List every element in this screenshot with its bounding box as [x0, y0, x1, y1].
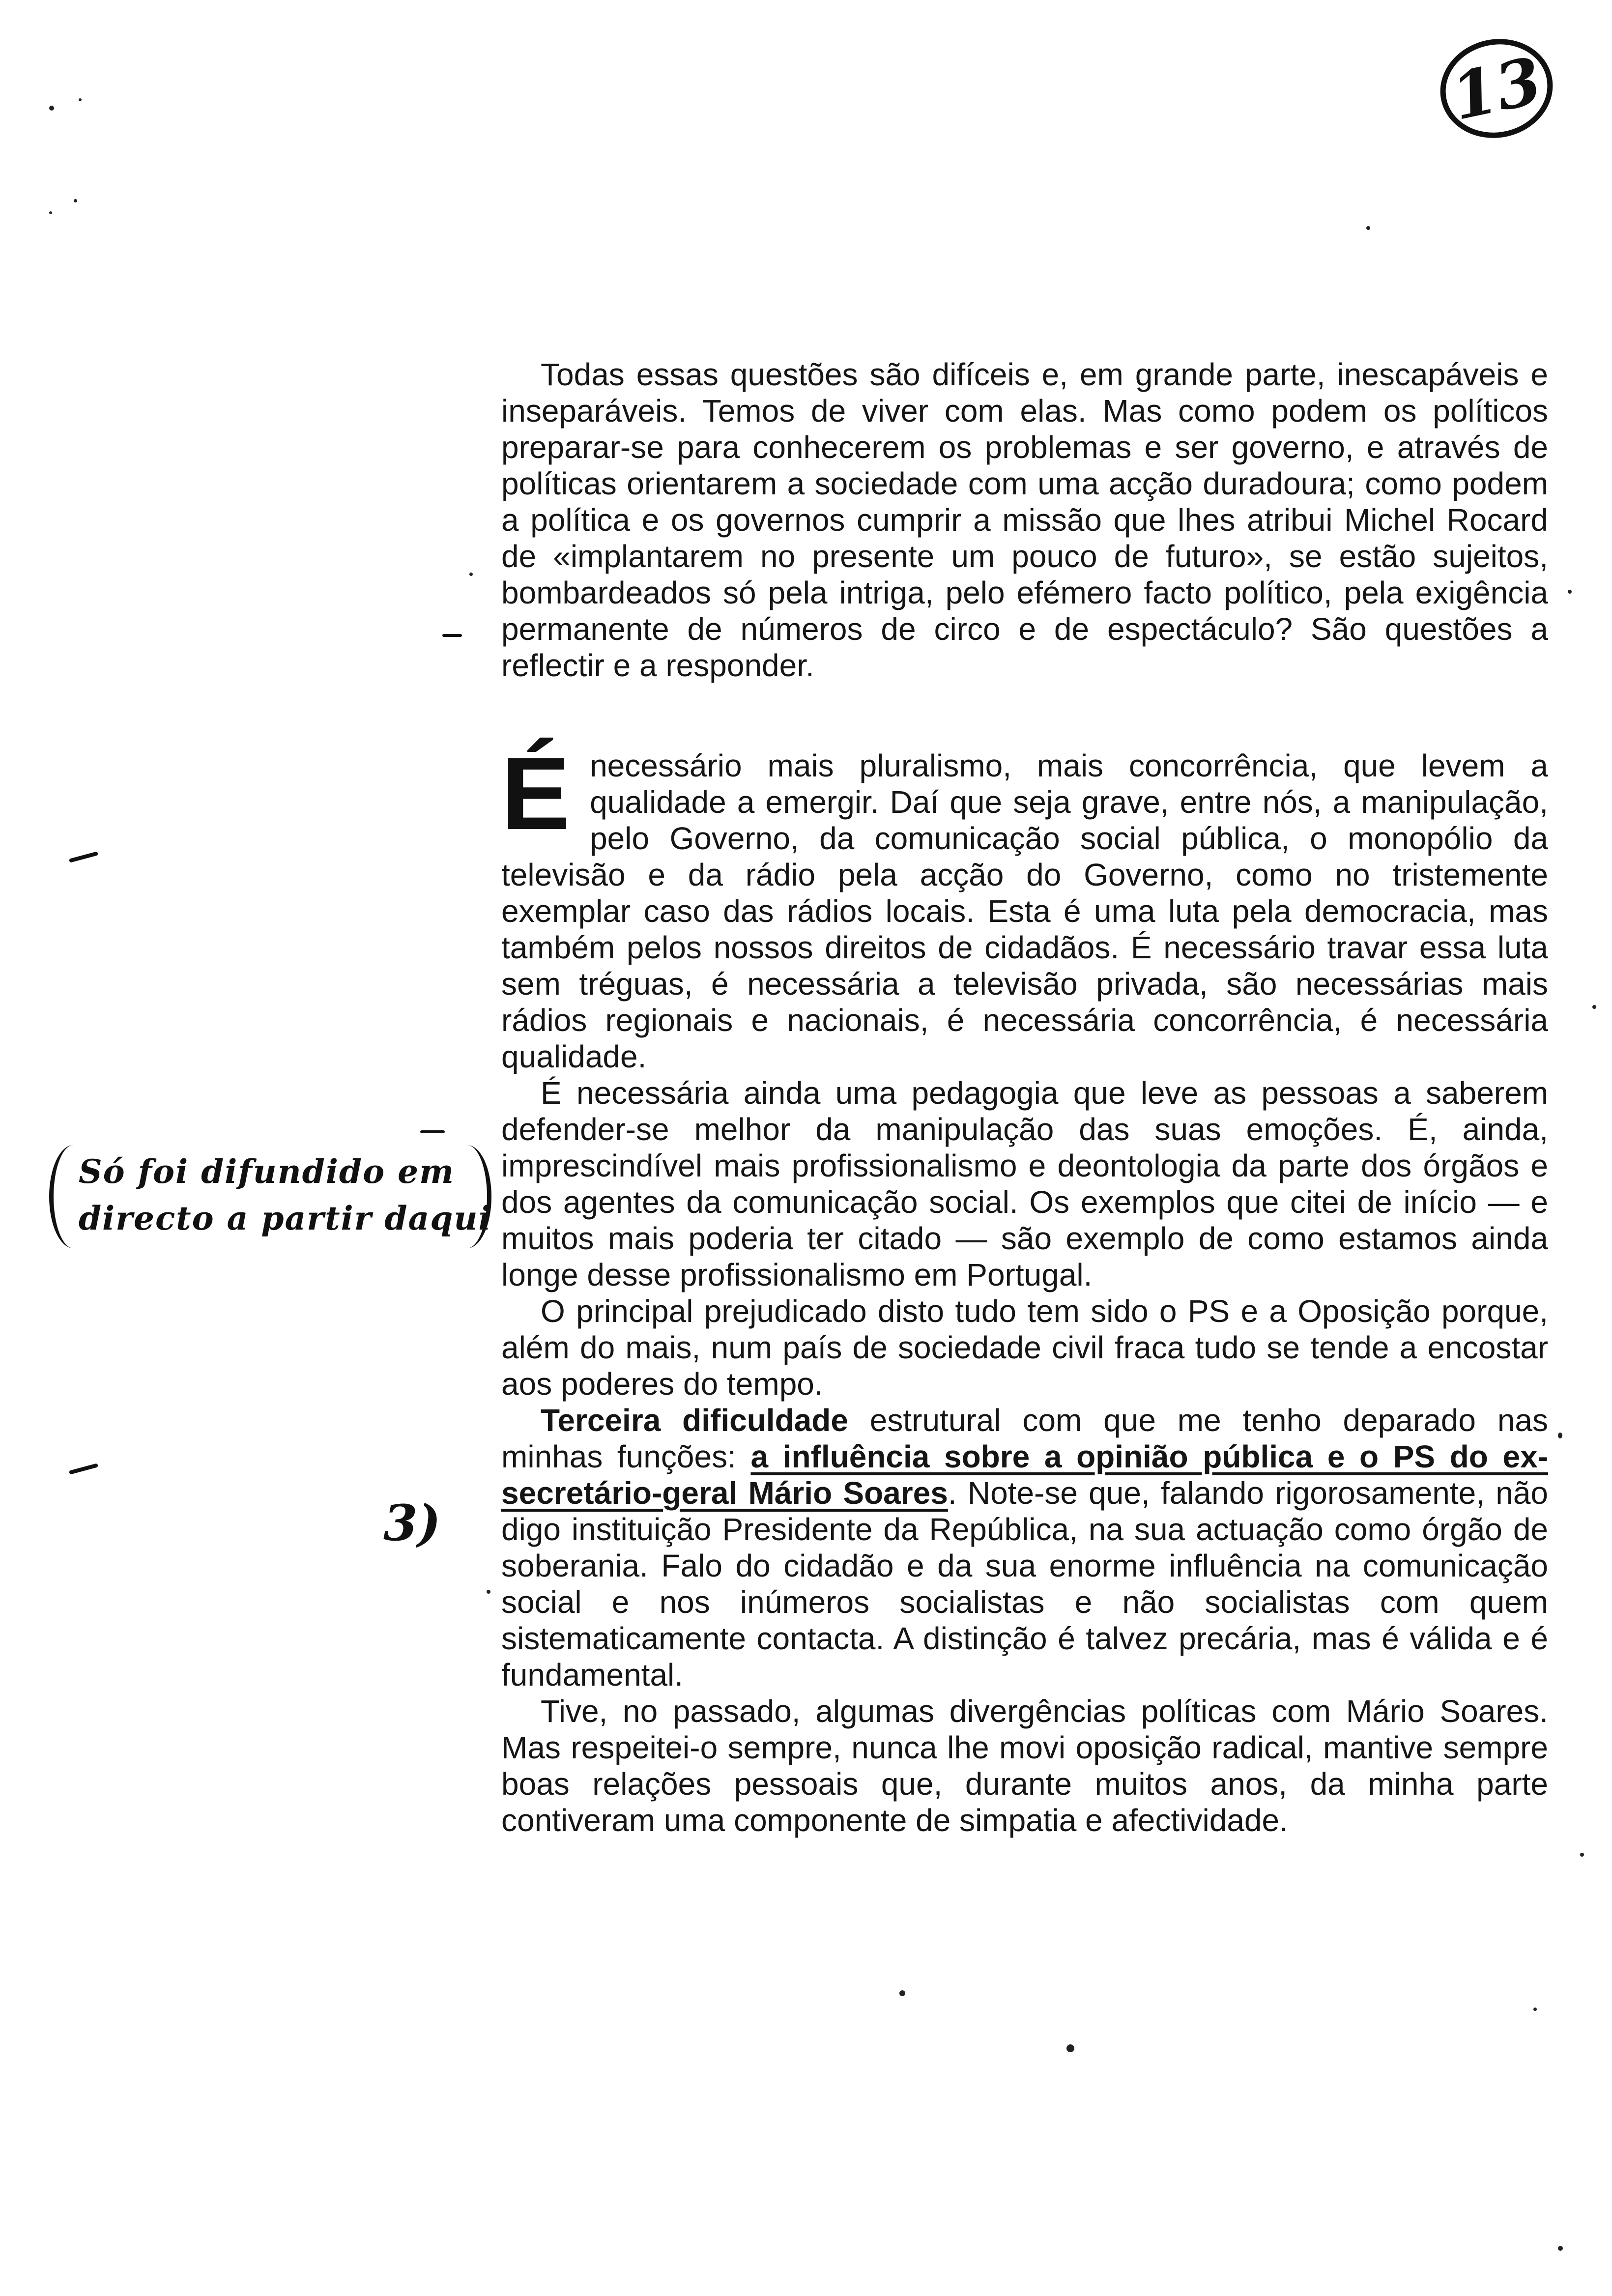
handwritten-margin-note [49, 1145, 491, 1258]
scan-speck [1592, 1005, 1596, 1009]
scan-speck [79, 98, 82, 101]
third-difficulty-topic: a influência sobre a opinião pública e o PS do ex-secretário-geral Mário Soares [501, 1439, 1549, 1511]
paragraph-pluralism-text: necessário mais pluralismo, mais concorrência, que levem a qualidade a emergir. Daí que seja grave, entre nós, a manipulação, pelo Governo, da comunicação social pública, o monopólio da televisão e da rádio pela acção do Governo, como no tristemente exemplar caso das rádios locais. Esta é uma luta pela democracia, mas também pelos nossos direitos de cidadãos. É necessário travar essa luta sem tréguas, é necessária a televisão privada, são necessárias mais rádios regionais e nacionais, é necessária concorrência, é necessária qualidade. [501, 748, 1548, 1074]
scan-speck [899, 1990, 905, 1996]
paragraph-pluralism [501, 736, 1548, 1075]
handwritten-note-line-2: directo a partir daqui [79, 1199, 492, 1237]
scan-speck [1558, 1433, 1562, 1438]
third-difficulty-rest: . Note-se que, falando rigorosamente, não digo instituição Presidente da República, na sua actuação como órgão de soberania. Falo do cidadão e da sua enorme influência na comunicação social e nos inúmeros socialistas e não socialistas com quem sistematicamente contacta. A distinção é talvez precária, mas é válida e é fundamental. [501, 1475, 1548, 1693]
scan-speck [1568, 590, 1572, 594]
handwritten-section-mark: 3) [383, 1494, 441, 1552]
drop-cap: É [501, 736, 571, 851]
scan-speck [1533, 2008, 1537, 2011]
scan-speck [74, 199, 77, 202]
scan-speck [469, 573, 473, 576]
paragraph-pedagogy: É necessária ainda uma pedagogia que leve as pessoas a saberem defender-se melhor da manipulação das suas emoções. É, ainda, imprescindível mais profissionalismo e deontologia da parte dos órgãos e dos agentes da comunicação social. Os exemplos que citei de início — e muitos mais poderia ter citado — são exemplo de como estamos ainda longe desse profissionalismo em Portugal. [501, 1075, 1548, 1292]
scan-speck [1366, 226, 1370, 230]
scan-speck [49, 211, 52, 214]
scan-speck [49, 106, 54, 111]
margin-dash-mark [69, 851, 98, 862]
paragraph-ps-opposition: O principal prejudicado disto tudo tem sido o PS e a Oposição porque, além do mais, num país de sociedade civil fraca tudo se tende a encostar aos poderes do tempo. [501, 1293, 1548, 1402]
margin-dash-mark [69, 1463, 98, 1474]
text-column [501, 356, 1548, 1838]
scan-speck [1558, 2246, 1563, 2251]
scan-speck [1580, 1853, 1584, 1857]
third-difficulty-mid: estrutural com que me tenho deparado nas minhas funções: [501, 1403, 1549, 1474]
paragraph-mario-soares: Tive, no passado, algumas divergências políticas com Mário Soares. Mas respeitei-o sempre, nunca lhe movi oposição radical, mantive sempre boas relações pessoais que, durante muitos anos, da minha parte contiveram uma componente de simpatia e afectividade. [501, 1693, 1548, 1838]
paragraph-third-difficulty [501, 1402, 1548, 1693]
circled-page-number: 13 [1431, 29, 1562, 148]
handwritten-note-line-1: Só foi difundido em [79, 1152, 455, 1191]
paragraph-questions: Todas essas questões são difíceis e, em grande parte, inescapáveis e inseparáveis. Temos de viver com elas. Mas como podem os políticos preparar-se para conhecerem os problemas e ser governo, e através de políticas orientarem a sociedade com uma acção duradoura; como podem a política e os governos cumprir a missão que lhes atribui Michel Rocard de «implantarem no presente um pouco de futuro», se estão sujeitos, bombardeados só pela intriga, pelo efémero facto político, pela exigência permanente de números de circo e de espectáculo? São questões a reflectir e a responder. [501, 357, 1548, 683]
scan-speck [487, 1590, 490, 1594]
scan-speck [1066, 2044, 1074, 2052]
margin-dash-mark [442, 634, 462, 637]
margin-dash-mark [420, 1130, 445, 1133]
third-difficulty-lead: Terceira dificuldade [541, 1403, 848, 1438]
